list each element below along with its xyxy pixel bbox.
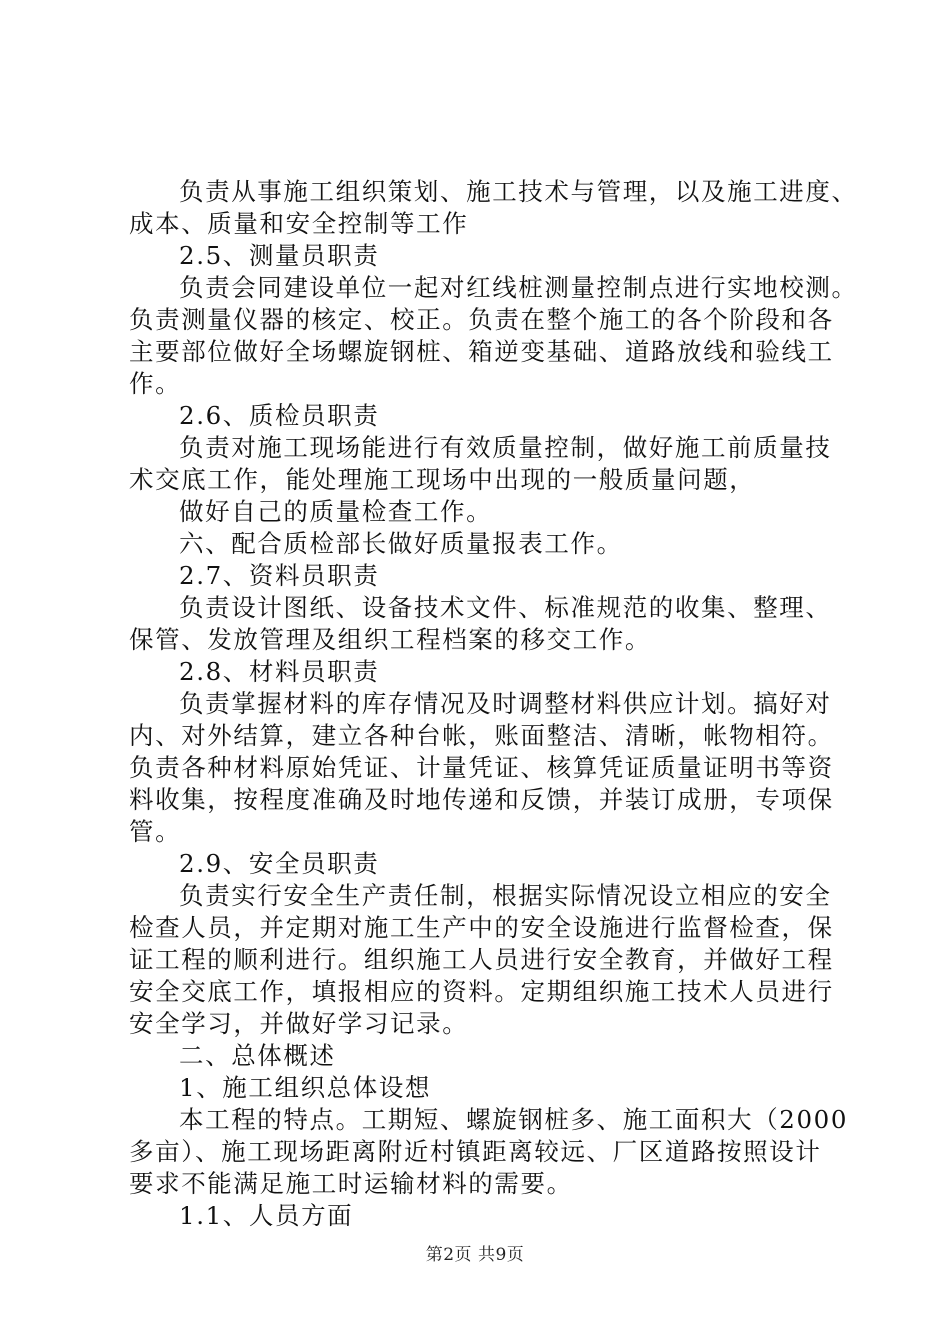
paragraph-line: 主要部位做好全场螺旋钢桩、箱逆变基础、道路放线和验线工 bbox=[129, 337, 834, 366]
paragraph-line: 作。 bbox=[129, 369, 182, 398]
paragraph-line: 负责各种材料原始凭证、计量凭证、核算凭证质量证明书等资 bbox=[129, 753, 834, 782]
paragraph-line: 料收集，按程度准确及时地传递和反馈，并装订成册，专项保 bbox=[129, 785, 834, 814]
paragraph-line: 做好自己的质量检查工作。 bbox=[179, 497, 493, 526]
paragraph-line: 负责会同建设单位一起对红线桩测量控制点进行实地校测。 bbox=[179, 273, 858, 302]
section-heading: 二、总体概述 bbox=[179, 1041, 336, 1070]
paragraph-line: 安全交底工作，填报相应的资料。定期组织施工技术人员进行 bbox=[129, 977, 834, 1006]
paragraph-line: 安全学习，并做好学习记录。 bbox=[129, 1009, 469, 1038]
paragraph-line: 负责掌握材料的库存情况及时调整材料供应计划。搞好对 bbox=[179, 689, 832, 718]
section-heading: 1、施工组织总体设想 bbox=[179, 1073, 432, 1102]
paragraph-line: 负责设计图纸、设备技术文件、标准规范的收集、整理、 bbox=[179, 593, 832, 622]
paragraph-line: 负责对施工现场能进行有效质量控制，做好施工前质量技 bbox=[179, 433, 832, 462]
paragraph-line: 检查人员，并定期对施工生产中的安全设施进行监督检查，保 bbox=[129, 913, 834, 942]
section-heading: 2.9、安全员职责 bbox=[179, 849, 380, 878]
paragraph-line: 保管、发放管理及组织工程档案的移交工作。 bbox=[129, 625, 651, 654]
paragraph-line: 内、对外结算，建立各种台帐，账面整洁、清晰，帐物相符。 bbox=[129, 721, 834, 750]
section-heading: 2.5、测量员职责 bbox=[179, 241, 380, 270]
paragraph-line: 六、配合质检部长做好质量报表工作。 bbox=[179, 529, 623, 558]
section-heading: 2.6、质检员职责 bbox=[179, 401, 380, 430]
paragraph-line: 本工程的特点。工期短、螺旋钢桩多、施工面积大（2000 bbox=[179, 1105, 849, 1134]
paragraph-line: 负责从事施工组织策划、施工技术与管理，以及施工进度、 bbox=[179, 177, 858, 206]
paragraph-line: 要求不能满足施工时运输材料的需要。 bbox=[129, 1169, 573, 1198]
paragraph-line: 术交底工作，能处理施工现场中出现的一般质量问题， bbox=[129, 465, 756, 494]
section-heading: 2.8、材料员职责 bbox=[179, 657, 380, 686]
paragraph-line: 负责实行安全生产责任制，根据实际情况设立相应的安全 bbox=[179, 881, 832, 910]
paragraph-line: 证工程的顺利进行。组织施工人员进行安全教育，并做好工程 bbox=[129, 945, 834, 974]
paragraph-line: 管。 bbox=[129, 817, 182, 846]
paragraph-line: 负责测量仪器的核定、校正。负责在整个施工的各个阶段和各 bbox=[129, 305, 834, 334]
section-heading: 2.7、资料员职责 bbox=[179, 561, 380, 590]
paragraph-line: 成本、质量和安全控制等工作 bbox=[129, 209, 469, 238]
page-footer: 第2页 共9页 bbox=[425, 1245, 525, 1265]
document-body bbox=[129, 176, 858, 1232]
section-heading: 1.1、人员方面 bbox=[179, 1201, 354, 1230]
paragraph-line: 多亩）、施工现场距离附近村镇距离较远、厂区道路按照设计 bbox=[129, 1137, 822, 1166]
